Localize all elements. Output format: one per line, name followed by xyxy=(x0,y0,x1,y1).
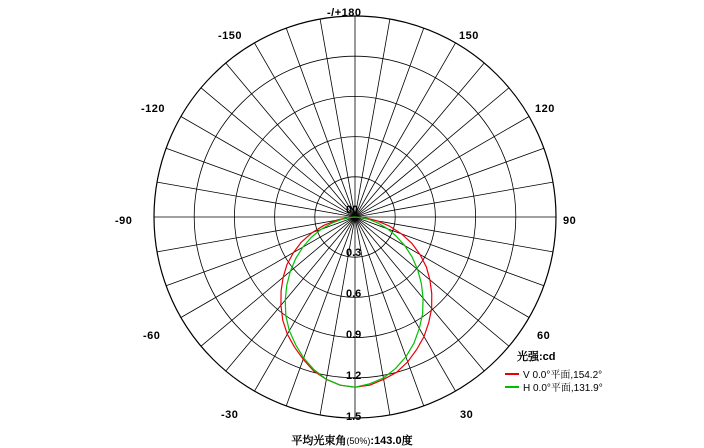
radial-label-0p9: 0.9 xyxy=(346,329,362,341)
angle-label-neg60: -60 xyxy=(143,330,161,342)
legend-swatch-h xyxy=(505,386,519,388)
radial-label-1p5: 1.5 xyxy=(346,411,362,423)
series-curve-v xyxy=(281,217,432,387)
radial-label-1p2: 1.2 xyxy=(346,370,362,382)
footer-caption xyxy=(0,432,704,448)
legend-label-v: V 0.0°平面,154.2° xyxy=(523,370,603,381)
polar-series xyxy=(281,217,432,387)
angle-label-neg90: -90 xyxy=(115,215,133,227)
angle-label-180: -/+180 xyxy=(327,7,362,19)
radial-label-0p6: 0.6 xyxy=(346,288,362,300)
angle-label-30: 30 xyxy=(460,409,474,421)
legend xyxy=(505,348,695,393)
footer-sub: (50%) xyxy=(346,436,371,446)
legend-label-h: H 0.0°平面,131.9° xyxy=(523,383,603,394)
angle-label-60: 60 xyxy=(537,330,551,342)
angle-label-150: 150 xyxy=(459,30,479,42)
radial-label-0p3: 0.3 xyxy=(346,247,362,259)
angle-label-neg150: -150 xyxy=(218,30,243,42)
legend-item-h xyxy=(505,380,695,393)
radial-label-0b: 0 xyxy=(352,204,359,216)
radial-label-0: 0 xyxy=(346,204,353,216)
footer-value: :143.0度 xyxy=(370,435,413,447)
angle-label-neg30: -30 xyxy=(221,409,239,421)
footer-text: 平均光束角 xyxy=(291,435,347,447)
legend-title: 光强:cd xyxy=(517,351,556,363)
legend-swatch-v xyxy=(505,373,519,375)
angle-label-90: 90 xyxy=(563,215,577,227)
angle-label-120: 120 xyxy=(535,103,555,115)
angle-label-neg120: -120 xyxy=(141,103,166,115)
